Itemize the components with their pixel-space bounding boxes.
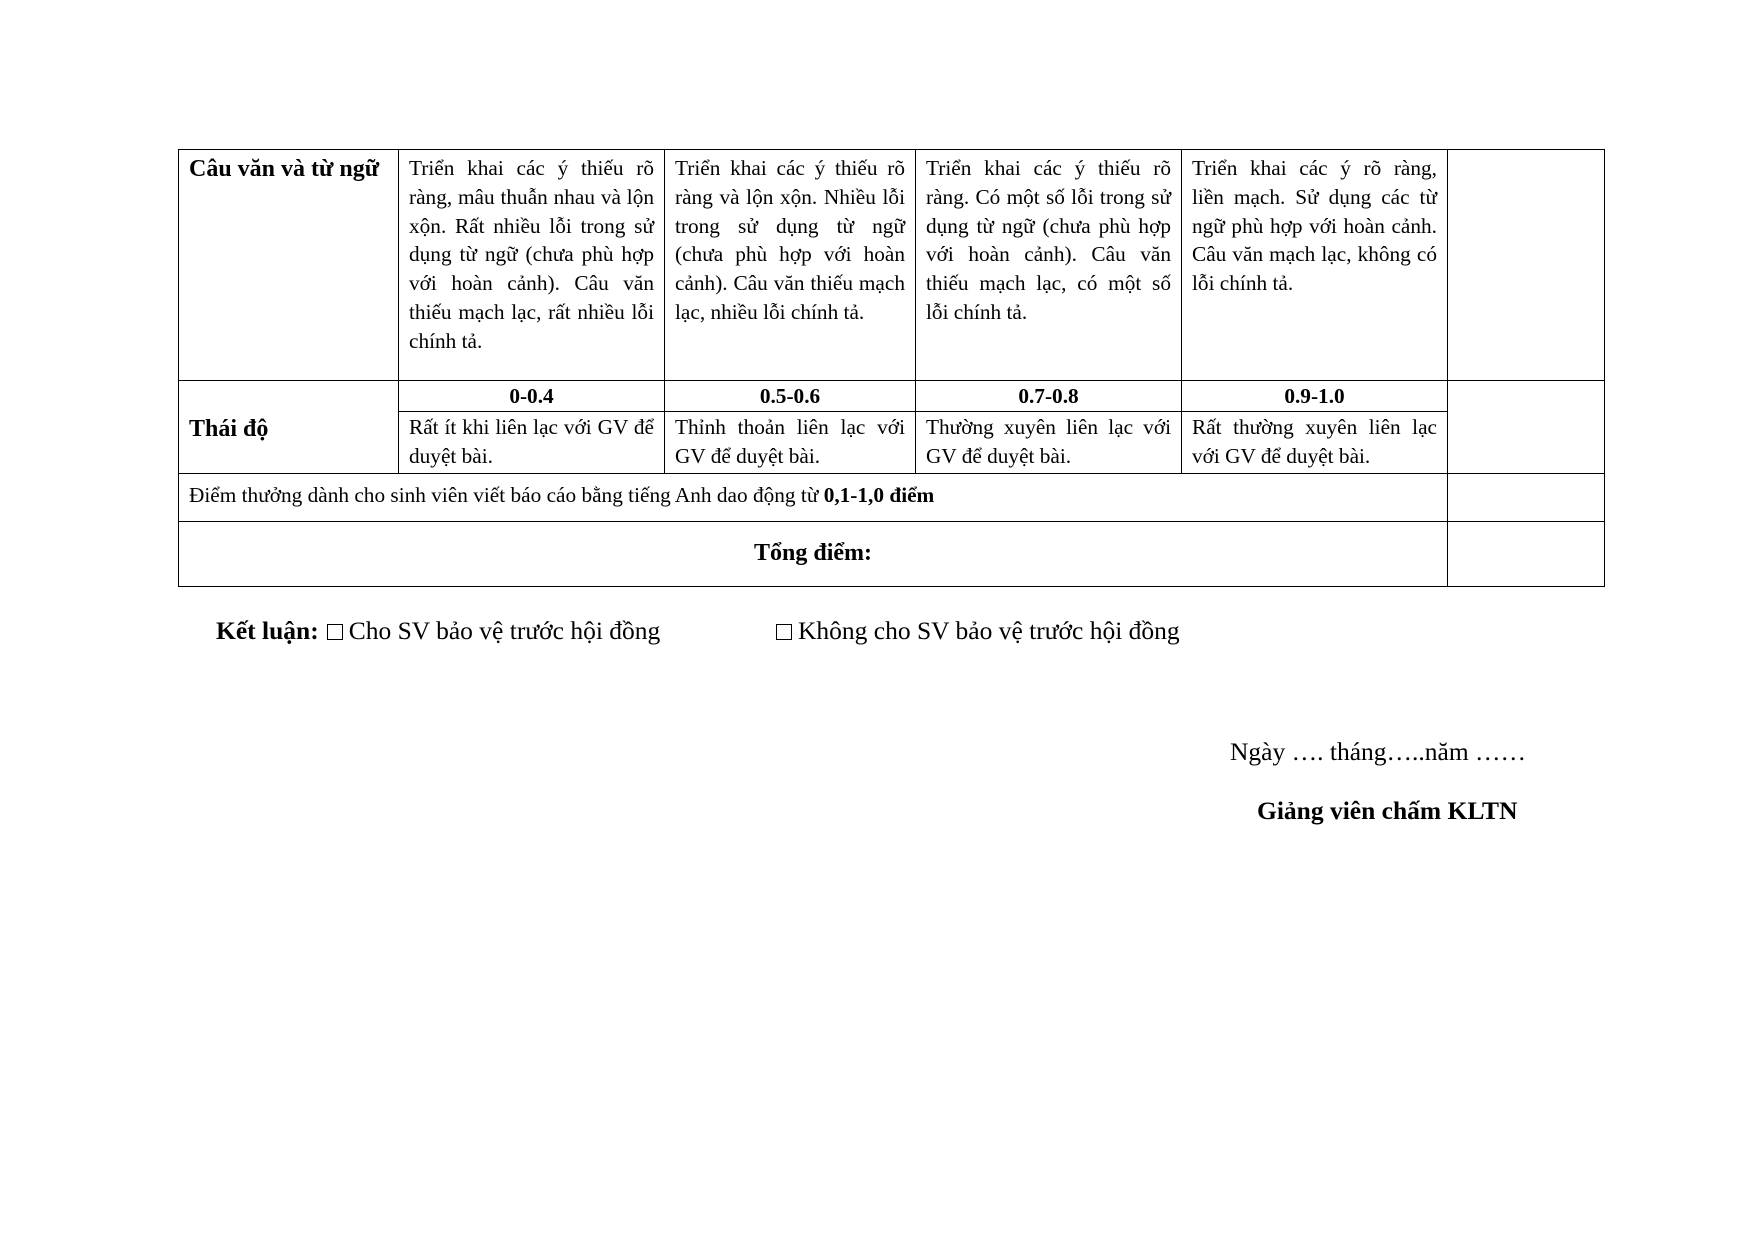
level-description: Rất thường xuyên liên lạc với GV để duyệt bài.: [1182, 412, 1448, 474]
level-description: Thường xuyên liên lạc với GV để duyệt bài.: [916, 412, 1182, 474]
checkbox-deny[interactable]: [776, 624, 792, 640]
checkbox-allow[interactable]: [327, 624, 343, 640]
level-description: Triển khai các ý thiếu rõ ràng. Có một số lỗi trong sử dụng từ ngữ (chưa phù hợp với hoàn cảnh). Câu văn thiếu mạch lạc, có một số lỗi chính tả.: [916, 150, 1182, 381]
conclusion-label: Kết luận:: [216, 616, 319, 645]
grading-rubric-table: [178, 149, 1605, 587]
level-description: Triển khai các ý rõ ràng, liền mạch. Sử dụng các từ ngữ phù hợp với hoàn cảnh. Câu văn mạch lạc, không có lỗi chính tả.: [1182, 150, 1448, 381]
level-description: Triển khai các ý thiếu rõ ràng và lộn xộn. Nhiều lỗi trong sử dụng từ ngữ (chưa phù hợp với hoàn cảnh). Câu văn thiếu mạch lạc, nhiều lỗi chính tả.: [665, 150, 916, 381]
score-range: 0.9-1.0: [1182, 381, 1448, 412]
conclusion-allow: [216, 614, 660, 648]
bonus-description: [179, 473, 1448, 521]
level-description: Triển khai các ý thiếu rõ ràng, mâu thuẫn nhau và lộn xộn. Rất nhiều lỗi trong sử dụng từ ngữ (chưa phù hợp với hoàn cảnh). Câu văn thiếu mạch lạc, rất nhiều lỗi chính tả.: [399, 150, 665, 381]
criterion-language: Câu văn và từ ngữ: [179, 150, 399, 381]
score-cell-attitude[interactable]: [1448, 381, 1605, 474]
criterion-attitude: Thái độ: [179, 381, 399, 474]
table-row-language: [179, 150, 1605, 381]
option-allow-label: Cho SV bảo vệ trước hội đồng: [348, 616, 661, 645]
score-cell-language[interactable]: [1448, 150, 1605, 381]
bonus-text: Điểm thưởng dành cho sinh viên viết báo cáo bằng tiếng Anh dao động từ: [189, 482, 824, 507]
level-description: Rất ít khi liên lạc với GV để duyệt bài.: [399, 412, 665, 474]
bonus-range: 0,1-1,0 điểm: [823, 482, 935, 507]
conclusion-deny: [776, 614, 1180, 648]
score-cell-bonus[interactable]: [1448, 473, 1605, 521]
score-range: 0-0.4: [399, 381, 665, 412]
option-deny-label: Không cho SV bảo vệ trước hội đồng: [798, 616, 1180, 645]
score-range: 0.5-0.6: [665, 381, 916, 412]
score-range: 0.7-0.8: [916, 381, 1182, 412]
date-line: Ngày …. tháng…..năm ……: [1230, 737, 1527, 766]
level-description: Thỉnh thoản liên lạc với GV để duyệt bài.: [665, 412, 916, 474]
table-row-bonus: [179, 473, 1605, 521]
score-cell-total[interactable]: [1448, 521, 1605, 586]
signer-title: Giảng viên chấm KLTN: [1257, 796, 1518, 825]
table-row-attitude-ranges: [179, 381, 1605, 412]
total-label: Tổng điểm:: [179, 521, 1448, 586]
table-row-total: [179, 521, 1605, 586]
